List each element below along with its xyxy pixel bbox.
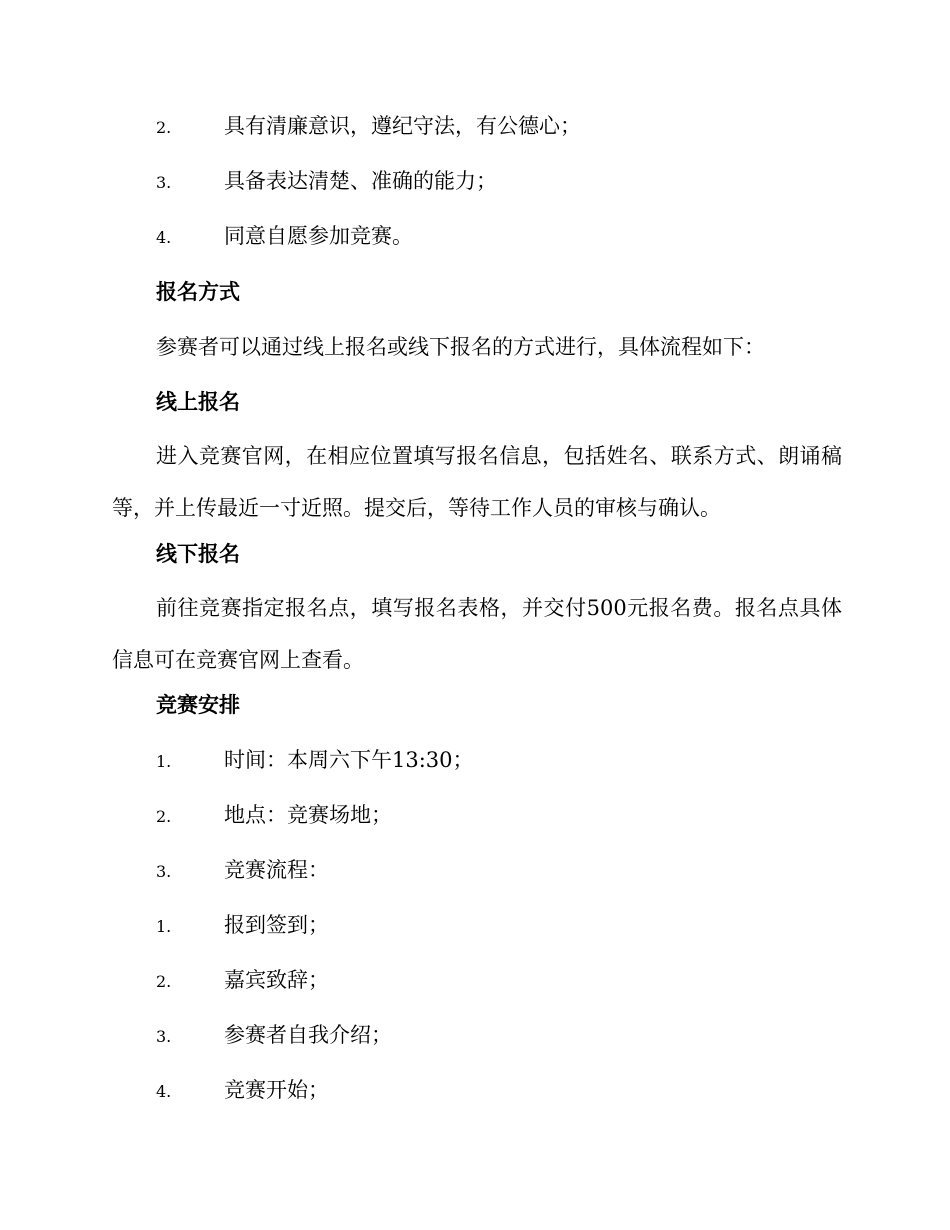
list-item-text: 报到签到； (224, 913, 329, 937)
online-registration-heading: 线上报名 (156, 390, 240, 414)
list-item-text: 嘉宾致辞； (224, 968, 329, 992)
list-item-text: 具备表达清楚、准确的能力； (224, 169, 497, 193)
list-item-number: 1. (156, 917, 172, 936)
list-item-number: 2. (156, 118, 172, 137)
list-item-number: 2. (156, 972, 172, 991)
list-item-text: 具有清廉意识，遵纪守法，有公德心； (224, 114, 581, 138)
list-item-number: 3. (156, 173, 172, 192)
offline-registration-text: 前往竞赛指定报名点，填写报名表格，并交付500元报名费。报名点具体信息可在竞赛官网上查看。 (112, 596, 842, 672)
list-item-number: 4. (156, 228, 172, 247)
registration-heading: 报名方式 (156, 280, 240, 304)
list-item-text: 地点：竞赛场地； (224, 803, 392, 827)
list-item-text: 同意自愿参加竞赛。 (224, 224, 413, 248)
offline-registration-heading: 线下报名 (156, 542, 240, 566)
registration-intro: 参赛者可以通过线上报名或线下报名的方式进行，具体流程如下： (156, 335, 765, 359)
online-registration-text: 进入竞赛官网，在相应位置填写报名信息，包括姓名、联系方式、朗诵稿等，并上传最近一寸近照。提交后，等待工作人员的审核与确认。 (112, 444, 842, 520)
list-item-number: 3. (156, 862, 172, 881)
list-item-number: 1. (156, 752, 172, 771)
schedule-heading: 竞赛安排 (156, 693, 240, 717)
list-item-text: 竞赛开始； (224, 1078, 329, 1102)
list-item-number: 4. (156, 1082, 172, 1101)
list-item-number: 2. (156, 807, 172, 826)
list-item-text: 竞赛流程： (224, 858, 329, 882)
list-item-number: 3. (156, 1027, 172, 1046)
list-item-text: 参赛者自我介绍； (224, 1023, 392, 1047)
list-item-text: 时间：本周六下午13:30； (224, 748, 474, 772)
